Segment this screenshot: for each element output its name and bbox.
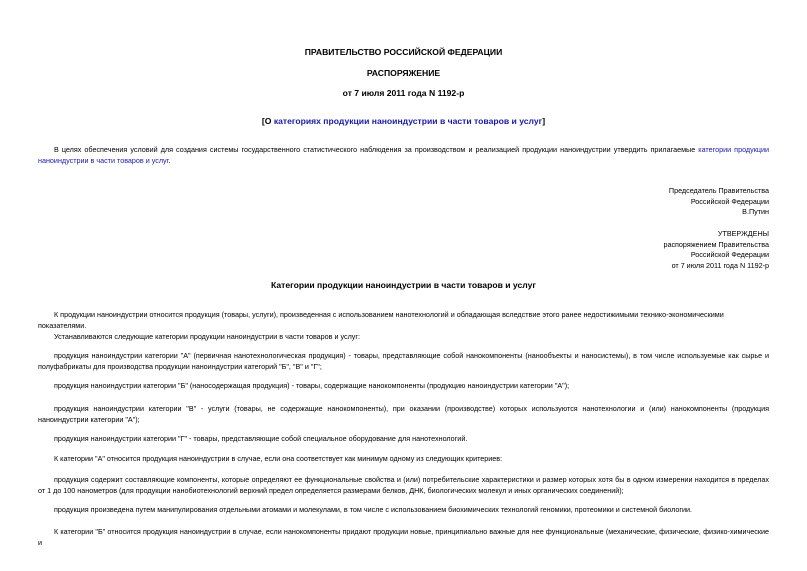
body-paragraph: К категории "А" относится продукция наноиндустрии в случае, если она соответствует как минимум одному из следующих критериев: <box>54 454 503 463</box>
document-title <box>0 116 807 127</box>
body-paragraph: К продукции наноиндустрии относится продукция (товары, услуги), произведенная с использованием нанотехнологий и обладающая вследствие этого ранее недостижимыми технико-экономическими показателями. <box>38 310 724 330</box>
body-paragraph: К категории "Б" относится продукция наноиндустрии в случае, если нанокомпоненты придают продукции новые, принципиально важные для нее функциональные (механические, физические, физико-химические и <box>38 527 769 547</box>
approval-line: распоряжением Правительства <box>663 239 769 249</box>
section-title: Категории продукции наноиндустрии в части товаров и услуг <box>271 280 536 290</box>
approval-block <box>560 229 769 271</box>
government-heading: ПРАВИТЕЛЬСТВО РОССИЙСКОЙ ФЕДЕРАЦИИ <box>304 47 503 57</box>
body-paragraph: Устанавливаются следующие категории продукции наноиндустрии в части товаров и услуг: <box>54 332 361 341</box>
body-paragraph: продукция наноиндустрии категории "Г" - товары, представляющие собой специальное оборудование для нанотехнологий. <box>54 434 468 443</box>
signature-line: В.Путин <box>742 207 769 217</box>
title-prefix: [О <box>261 116 274 126</box>
signature-line: Российской Федерации <box>690 196 769 206</box>
signature-line: Председатель Правительства <box>668 186 769 195</box>
document-date-number: от 7 июля 2011 года N 1192-р <box>342 88 465 98</box>
body-paragraph: продукция содержит составляющие компоненты, которые определяют ее функциональные свойства и (или) потребительские характеристики и размер которых хотя бы в одном измерении находится в пределах от 1 до 100 нанометров (для продукции нанобиотехнологий верхний предел определяется размерами белков, ДНК, биологических молекул и иных органических соединений); <box>38 475 769 495</box>
approval-line: УТВЕРЖДЕНЫ <box>717 229 769 238</box>
approval-line: от 7 июля 2011 года N 1192-р <box>671 260 769 270</box>
document-type: РАСПОРЯЖЕНИЕ <box>366 68 441 78</box>
body-paragraph: продукция наноиндустрии категории "Б" (наносодержащая продукция) - товары, содержащие нанокомпоненты (продукцию наноиндустрии категории "А"); <box>54 381 570 390</box>
title-link[interactable]: категориях продукции наноиндустрии в части товаров и услуг <box>273 116 543 126</box>
approval-line: Российской Федерации <box>690 250 769 260</box>
preamble-paragraph <box>38 145 769 166</box>
body-paragraph: продукция наноиндустрии категории "А" (первичная нанотехнологическая продукция) - товары, представляющие собой нанокомпоненты (нанообъекты и наносистемы), в том числе используемые как сырье и полуфабрикаты для производства продукции наноиндустрии категорий "Б", "В" и "Г"; <box>38 351 769 371</box>
preamble-end: . <box>168 155 171 165</box>
signature-block <box>560 186 769 218</box>
preamble-text: В целях обеспечения условий для создания системы государственного статистического наблюдения за производством и реализацией продукции наноиндустрии утвердить прилагаемые <box>54 145 699 154</box>
preamble-link[interactable]: категории продукции наноиндустрии в части товаров и услуг <box>38 145 769 165</box>
body-paragraph: продукция произведена путем манипулирования отдельными атомами и молекулами, в том числе с использованием биохимических технологий геномики, протеомики и системной биологии. <box>54 505 693 514</box>
title-suffix: ] <box>542 116 546 126</box>
body-paragraph: продукция наноиндустрии категории "В" - услуги (товары, не содержащие нанокомпоненты), при оказании (производстве) которых используются нанотехнологии и (или) нанокомпоненты (продукция наноиндустрии категории "А"); <box>38 404 769 424</box>
